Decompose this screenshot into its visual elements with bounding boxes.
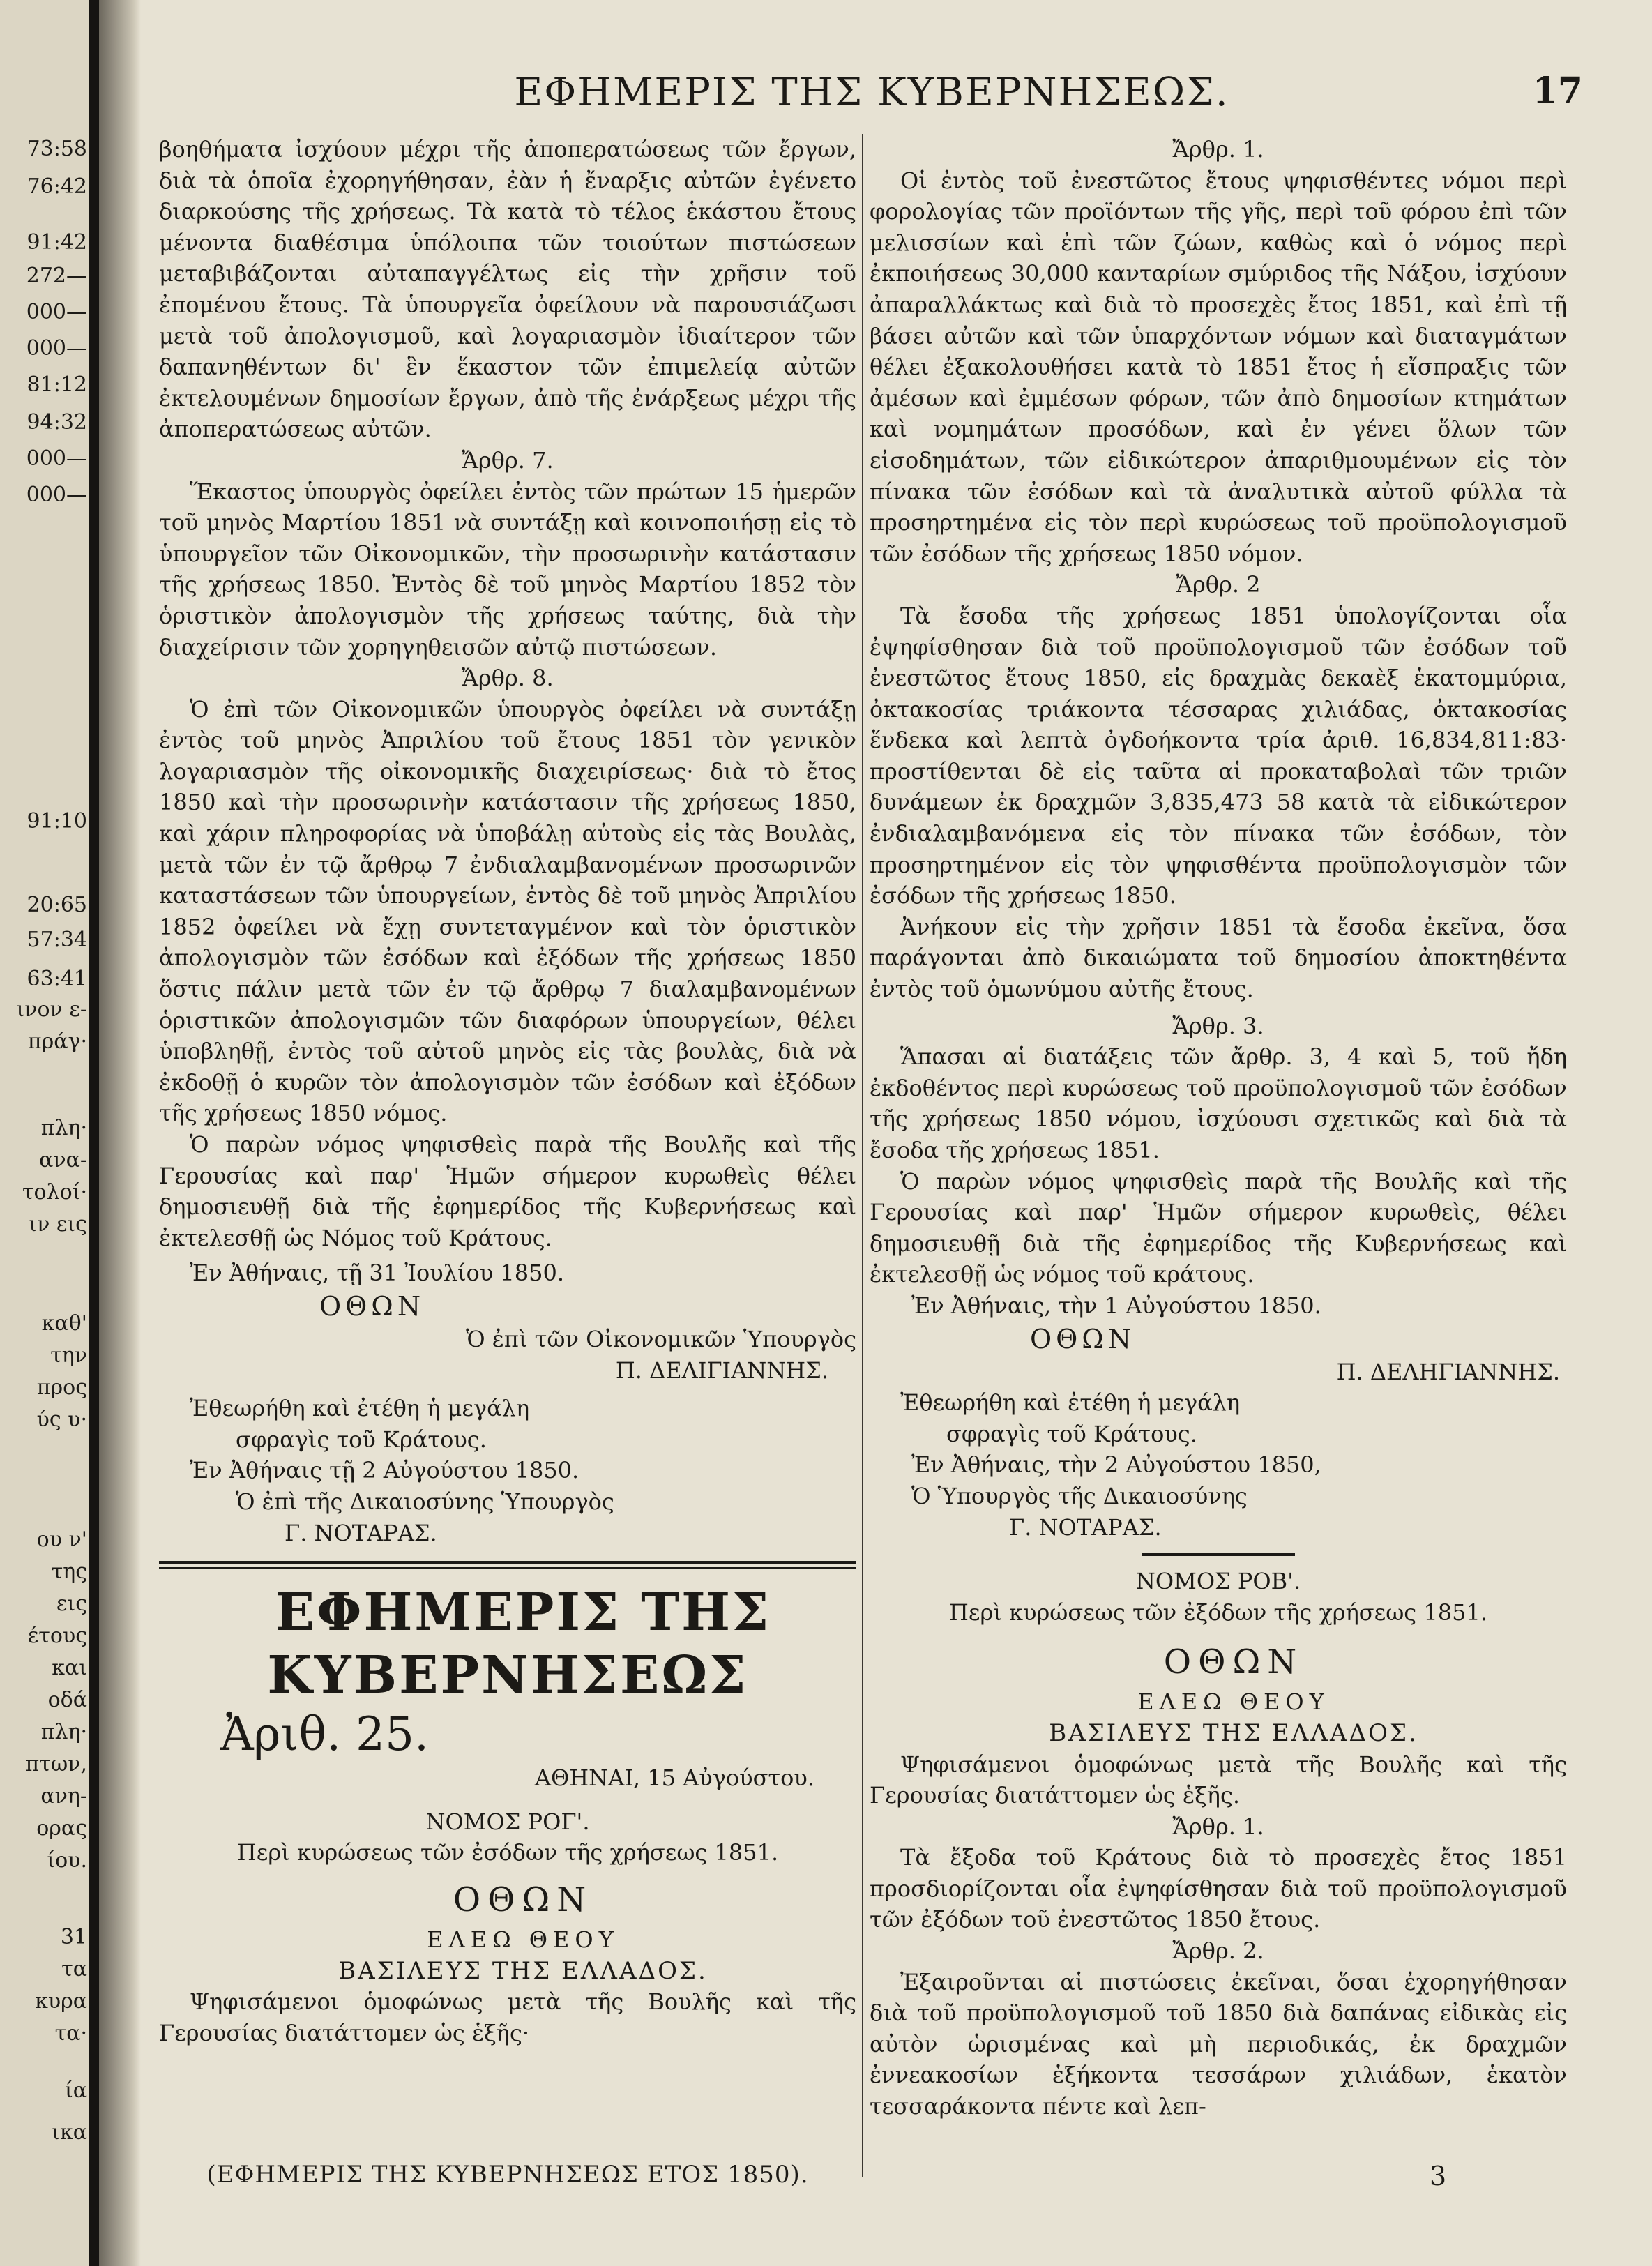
seal-minister-name: Γ. ΝΟΤΑΡΑΣ. [1009, 1513, 1162, 1541]
margin-fragment: 81:12 [26, 372, 87, 397]
seal-minister-role: Ὁ ἐπὶ τῆς Δικαιοσύνης Ὑπουργὸς [236, 1488, 614, 1515]
article-heading: Ἄρθρ. 2. [1172, 1938, 1264, 1965]
signing-date: Ἐν Ἀθήναις, τὴν 1 Αὐγούστου 1850. [911, 1292, 1321, 1319]
margin-fragment: πτων, [25, 1752, 87, 1776]
law-subtitle: Περὶ κυρώσεως τῶν ἐξόδων τῆς χρήσεως 1851. [948, 1599, 1487, 1626]
king-of-greece: ΒΑΣΙΛΕΥΣ ΤΗΣ ΕΛΛΑΔΟΣ. [338, 1956, 708, 1985]
margin-fragment: οδά [47, 1688, 87, 1712]
margin-fragment: 272— [26, 264, 87, 288]
margin-fragment: 57:34 [26, 928, 87, 952]
margin-fragment: την [50, 1343, 87, 1368]
law-title: ΝΟΜΟΣ ΡΟΒ'. [1135, 1568, 1301, 1595]
left-column [159, 134, 856, 2048]
margin-fragment: 91:10 [26, 809, 87, 833]
seal-note: Ἐθεωρήθη καὶ ἐτέθη ἡ μεγάλη [900, 1389, 1241, 1417]
paragraph: Ἕκαστος ὑπουργὸς ὀφείλει ἐντὸς τῶν πρώτων 15 ἡμερῶν τοῦ μηνὸς Μαρτίου 1851 νὰ συντάξῃ καὶ κοινοποιήσῃ εἰς τὸ ὑπουργεῖον τῶν Οἰκονομικῶν, τὴν προσωρινὴν κατάστασιν τῆς χρήσεως 1850. Ἐντὸς δὲ τοῦ μηνὸς Μαρτίου 1852 τὸν ὁριστικὸν ἀπολογισμὸν τῆς χρήσεως ταύτης, διὰ τὴν διαχείρισιν τῶν χορηγηθεισῶν αὐτῷ πιστώσεων. [159, 478, 856, 660]
margin-fragment: καθ' [41, 1311, 87, 1336]
margin-fragment: 63:41 [26, 967, 87, 991]
margin-fragment: τολοί· [22, 1180, 87, 1204]
minister-role: Ὁ ἐπὶ τῶν Οἰκονομικῶν Ὑπουργὸς [466, 1325, 856, 1352]
paragraph: Τὰ ἔσοδα τῆς χρήσεως 1851 ὑπολογίζονται οἷα ἐψηφίσθησαν διὰ τοῦ προϋπολογισμοῦ τῶν ἐσόδων τοῦ ἐνεστῶτος ἔτους 1850, εἰς δραχμὰς δεκαὲξ ἑκατομμύρια, ὀκτακοσίας τριάκοντα τέσσαρας χιλιάδας, ὀκτακοσίας ἕνδεκα καὶ λεπτὰ ὀγδοήκοντα τρία ἀριθ. 16,834,811:83· προστίθενται δὲ εἰς ταῦτα αἱ προκαταβολαὶ τῶν τριῶν δυνάμεων ἐκ δραχμῶν 3,835,473 58 κατὰ τὰ εἰδικώτερον ἐνδιαλαμβανόμενα εἰς τὸν πίνακα τῶν ἐσόδων, τὸν προσηρτημένον εἰς τὸν ψηφισθέντα προϋπολογισμὸν τῶν ἐσόδων τῆς χρήσεως 1850. [870, 602, 1567, 909]
column-divider [862, 134, 863, 2177]
margin-fragment: ορας [36, 1816, 87, 1841]
margin-fragment: 31 [60, 1925, 87, 1949]
seal-note: σφραγὶς τοῦ Κράτους. [236, 1426, 487, 1453]
margin-fragment: κυρα [35, 1989, 87, 2014]
seal-date: Ἐν Ἀθήναις, τὴν 2 Αὐγούστου 1850, [911, 1451, 1321, 1479]
paragraph: Ὁ παρὼν νόμος ψηφισθεὶς παρὰ τῆς Βουλῆς καὶ τῆς Γερουσίας καὶ παρ' Ἡμῶν σήμερον κυρωθεὶς θέλει δημοσιευθῇ διὰ τῆς ἐφημερίδος τῆς Κυβερνήσεως καὶ ἐκτελεσθῇ ὡς Νόμος τοῦ Κράτους. [159, 1131, 856, 1251]
king-signature: ΟΘΩΝ [1030, 1323, 1136, 1354]
by-grace-of-god: ΕΛΕΩ ΘΕΟΥ [427, 1926, 619, 1953]
issue-number: Ἀριθ. 25. [220, 1707, 429, 1762]
page-number: 17 [1532, 70, 1583, 112]
right-column [870, 134, 1567, 2122]
article-heading: Ἄρθρ. 1. [1172, 1813, 1264, 1840]
paragraph: βοηθήματα ἰσχύουν μέχρι τῆς ἀποπερατώσεως τῶν ἔργων, διὰ τὰ ὁποῖα ἐχορηγήθησαν, ἐὰν ἡ ἔναρξις αὐτῶν ἐγένετο διαρκούσης τῆς χρήσεως. Τὰ κατὰ τὸ τέλος ἑκάστου ἔτους μένοντα διαθέσιμα ὑπόλοιπα τῶν τοιούτων πιστώσεων μεταβιβάζονται αὐταπαγγέλτως εἰς τὴν χρῆσιν τοῦ ἐπομένου ἔτους. Τὰ ὑπουργεῖα ὀφείλουν νὰ παρουσιάζωσι μετὰ τοῦ ἀπολογισμοῦ, καὶ λογαριασμὸν ἰδιαίτερον τῶν δαπανηθέντων δι' ἓν ἕκαστον τῶν ἐπιμελείᾳ αὐτῶν ἐκτελουμένων δημοσίων ἔργων, ἀπὸ τῆς ἐνάρξεως μέχρι τῆς ἀποπερατώσεως αὐτῶν. [159, 136, 856, 443]
sheet-number: 3 [1430, 2161, 1447, 2191]
margin-fragment: 000— [26, 300, 87, 324]
king-signature: ΟΘΩΝ [319, 1290, 425, 1322]
paragraph: Ὁ ἐπὶ τῶν Οἰκονομικῶν ὑπουργὸς ὀφείλει νὰ συντάξῃ ἐντὸς τοῦ μηνὸς Ἀπριλίου τοῦ ἔτους 1851 τὸν γενικὸν λογαριασμὸν τῆς οἰκονομικῆς διαχειρίσεως· διὰ τὸ ἔτος 1850 καὶ τὴν προσωρινὴν κατάστασιν τῆς χρήσεως 1850, καὶ χάριν πληροφορίας νὰ ὑποβάλῃ αὐτοὺς εἰς τὰς Βουλὰς, μετὰ τῶν ἐν τῷ ἄρθρῳ 7 ἐνδιαλαμβανομένων προσωρινῶν καταστάσεων τῶν ὑπουργείων, ἐντὸς δὲ τοῦ μηνὸς Ἀπριλίου 1852 ὀφείλει νὰ ἔχῃ συντεταγμένον καὶ τὸν ὁριστικὸν ἀπολογισμὸν τῶν ἐσόδων καὶ ἐξόδων τῆς χρήσεως 1850 ὅστις πάλιν μετὰ τῶν ἐν τῷ ἄρθρῳ 7 διαλαμβανομένων ὁριστικῶν ἀπολογισμῶν τῶν διαφόρων ὑπουργείων, θέλει ὑποβληθῇ, ἐντὸς τοῦ αὐτοῦ μηνὸς εἰς τὰς βουλὰς, διὰ νὰ ἐκδοθῇ ὁ κυρῶν τὸν ἀπολογισμὸν τῶν ἐσόδων καὶ ἐξόδων τῆς χρήσεως 1850 νόμος. [159, 695, 856, 1127]
by-grace-of-god: ΕΛΕΩ ΘΕΟΥ [1137, 1689, 1330, 1716]
seal-date: Ἐν Ἀθήναις τῇ 2 Αὐγούστου 1850. [190, 1457, 579, 1484]
margin-fragment: εις [56, 1592, 87, 1616]
paragraph: Ἀνήκουν εἰς τὴν χρῆσιν 1851 τὰ ἔσοδα ἐκεῖνα, ὅσα παράγονται ἀπὸ δικαιώματα τοῦ δημοσίου ἀποκτηθέντα ἐντὸς τοῦ ὁμωνύμου αὐτῆς ἔτους. [870, 913, 1567, 1003]
law-subtitle: Περὶ κυρώσεως τῶν ἐσόδων τῆς χρήσεως 1851. [236, 1839, 779, 1866]
margin-fragment: ανη- [40, 1784, 87, 1808]
preamble: Ψηφισάμενοι ὁμοφώνως μετὰ τῆς Βουλῆς καὶ τῆς Γερουσίας διατάττομεν ὡς ἑξῆς· [159, 1988, 856, 2046]
seal-minister-name: Γ. ΝΟΤΑΡΑΣ. [285, 1519, 437, 1546]
paragraph: Τὰ ἔξοδα τοῦ Κράτους διὰ τὸ προσεχὲς ἔτος 1851 προσδιορίζονται οἷα ἐψηφίσθησαν διὰ τοῦ προϋπολογισμοῦ τῶν ἐξόδων τοῦ ἐνεστῶτος 1850 ἔτους. [870, 1844, 1567, 1933]
margin-fragment: 000— [26, 336, 87, 361]
margin-fragment: ία [64, 2078, 87, 2103]
newspaper-masthead: ΕΦΗΜΕΡΙΣ ΤΗΣ ΚΥΒΕΡΝΗΣΕΩΣ [267, 1583, 771, 1706]
footer-note: (ΕΦΗΜΕΡΙΣ ΤΗΣ ΚΥΒΕΡΝΗΣΕΩΣ ΕΤΟΣ 1850). [206, 2161, 809, 2189]
king-name: ΟΘΩΝ [1163, 1642, 1304, 1682]
margin-fragment: ιν εις [29, 1212, 87, 1237]
paragraph: Ὁ παρὼν νόμος ψηφισθεὶς παρὰ τῆς Βουλῆς καὶ τῆς Γερουσίας καὶ παρ' Ἡμῶν σήμερον κυρωθεὶς, θέλει δημοσιευθῇ διὰ τῆς ἐφημερίδος τῆς Κυβερνήσεως καὶ ἐκτελεσθῇ ὡς νόμος τοῦ κράτους. [870, 1168, 1567, 1288]
paragraph: Ἅπασαι αἱ διατάξεις τῶν ἄρθρ. 3, 4 καὶ 5, τοῦ ἤδη ἐκδοθέντος περὶ κυρώσεως τοῦ προϋπολογισμοῦ τῶν ἐσόδων τῆς χρήσεως 1850 νόμου, ἰσχύουσι σχετικῶς καὶ διὰ τὰ ἔσοδα τῆς χρήσεως 1851. [870, 1043, 1567, 1163]
margin-fragment: τα· [54, 2021, 87, 2046]
seal-note: Ἐθεωρήθη καὶ ἐτέθη ἡ μεγάλη [190, 1395, 530, 1422]
king-of-greece: ΒΑΣΙΛΕΥΣ ΤΗΣ ΕΛΛΑΔΟΣ. [1049, 1719, 1418, 1747]
article-heading: Ἄρθρ. 8. [462, 665, 554, 692]
margin-fragment: 20:65 [26, 893, 87, 917]
signing-date: Ἐν Ἀθήναις, τῇ 31 Ἰουλίου 1850. [190, 1260, 564, 1287]
margin-fragment: ικα [52, 2120, 87, 2145]
article-heading: Ἄρθρ. 3. [1172, 1012, 1264, 1039]
binding-shadow [99, 0, 141, 2266]
running-title: ΕΦΗΜΕΡΙΣ ΤΗΣ ΚΥΒΕΡΝΗΣΕΩΣ. [514, 70, 1229, 115]
margin-fragment: πράγ· [27, 1029, 87, 1054]
margin-fragment: 73:58 [26, 137, 87, 161]
margin-fragment: ίου. [47, 1848, 87, 1873]
margin-fragment: τα [61, 1957, 87, 1981]
seal-minister-role: Ὁ Ὑπουργὸς τῆς Δικαιοσύνης [911, 1482, 1248, 1509]
margin-fragment: 91:42 [26, 230, 87, 255]
margin-fragment: 76:42 [26, 174, 87, 199]
margin-fragment: πλη· [40, 1720, 87, 1744]
margin-fragment: πλη· [40, 1116, 87, 1140]
seal-note: σφραγὶς τοῦ Κράτους. [946, 1420, 1197, 1447]
margin-fragment: ύς υ· [36, 1407, 87, 1432]
law-title: ΝΟΜΟΣ ΡΟΓ'. [425, 1808, 590, 1835]
minister-name: Π. ΔΕΛΙΓΙΑΝΝΗΣ. [615, 1357, 828, 1384]
margin-fragment: ανα- [39, 1148, 87, 1172]
margin-fragment: και [52, 1656, 87, 1680]
binding-gutter [89, 0, 99, 2266]
king-name: ΟΘΩΝ [453, 1880, 593, 1919]
paragraph: Ἐξαιροῦνται αἱ πιστώσεις ἐκεῖναι, ὅσαι ἐχορηγήθησαν διὰ τοῦ προϋπολογισμοῦ τοῦ 1850 διὰ δαπάνας εἰδικὰς εἰς αὐτὸν ὡρισμένας καὶ μὴ περιοδικάς, ἐκ δραχμῶν ἐννεακοσίων ἑξήκοντα τεσσάρων χιλιάδων, ἑκατὸν τεσσαράκοντα πέντε καὶ λεπ- [870, 1968, 1567, 2120]
margin-fragment: ινον ε- [16, 997, 87, 1022]
margin-fragment: της [51, 1559, 87, 1584]
article-heading: Ἄρθρ. 1. [1172, 136, 1264, 163]
minister-name: Π. ΔΕΛΗΓΙΑΝΝΗΣ. [1336, 1358, 1560, 1385]
section-rule [159, 1561, 856, 1569]
margin-fragment: 000— [26, 446, 87, 471]
margin-fragment: 000— [26, 483, 87, 507]
issue-date: ΑΘΗΝΑΙ, 15 Αὐγούστου. [534, 1765, 814, 1792]
page-header [160, 64, 1583, 120]
article-heading: Ἄρθρ. 7. [462, 446, 554, 474]
previous-page-margin [0, 0, 89, 2266]
margin-fragment: προς [36, 1375, 87, 1400]
paragraph: Οἱ ἐντὸς τοῦ ἐνεστῶτος ἔτους ψηφισθέντες νόμοι περὶ φορολογίας τῶν προϊόντων τῆς γῆς, περὶ τοῦ φόρου ἐπὶ τῶν μελισσίων καὶ ἐπὶ τῶν ζώων, καθὼς καὶ ὁ νόμος περὶ ἐκποιήσεως 30,000 κανταρίων σμύριδος τῆς Νάξου, ἰσχύουν ἀπαραλλάκτως καὶ διὰ τὸ προσεχὲς ἔτος 1851, καὶ ἐπὶ τῇ βάσει αὐτῶν καὶ τῶν ὑπαρχόντων νόμων καὶ διαταγμάτων θέλει ἐξακολουθήσει κατὰ τὸ 1851 ἔτος ἡ εἴσπραξις τῶν ἀμέσων καὶ ἐμμέσων φόρων, τῶν ἀπὸ δημοσίων κτημάτων καὶ νομημάτων προσόδων, καὶ ἐν γένει ὅλων τῶν εἰσοδημάτων, τῶν εἰδικώτερον ἀπαριθμουμένων εἰς τὸν πίνακα τῶν ἐσόδων καὶ τὰ ἀναλυτικὰ αὐτοῦ φύλλα τὰ προσηρτημένα εἰς τὸν περὶ κυρώσεως τοῦ προϋπολογισμοῦ τῶν ἐσόδων τῆς χρήσεως 1850 νόμον. [870, 167, 1567, 567]
preamble: Ψηφισάμενοι ὁμοφώνως μετὰ τῆς Βουλῆς καὶ τῆς Γερουσίας διατάττομεν ὡς ἑξῆς. [870, 1751, 1567, 1809]
article-heading: Ἄρθρ. 2 [1176, 571, 1261, 598]
margin-fragment: ου ν' [36, 1527, 87, 1552]
margin-fragment: 94:32 [26, 410, 87, 435]
margin-fragment: έτους [27, 1624, 87, 1648]
section-rule [1142, 1553, 1295, 1556]
